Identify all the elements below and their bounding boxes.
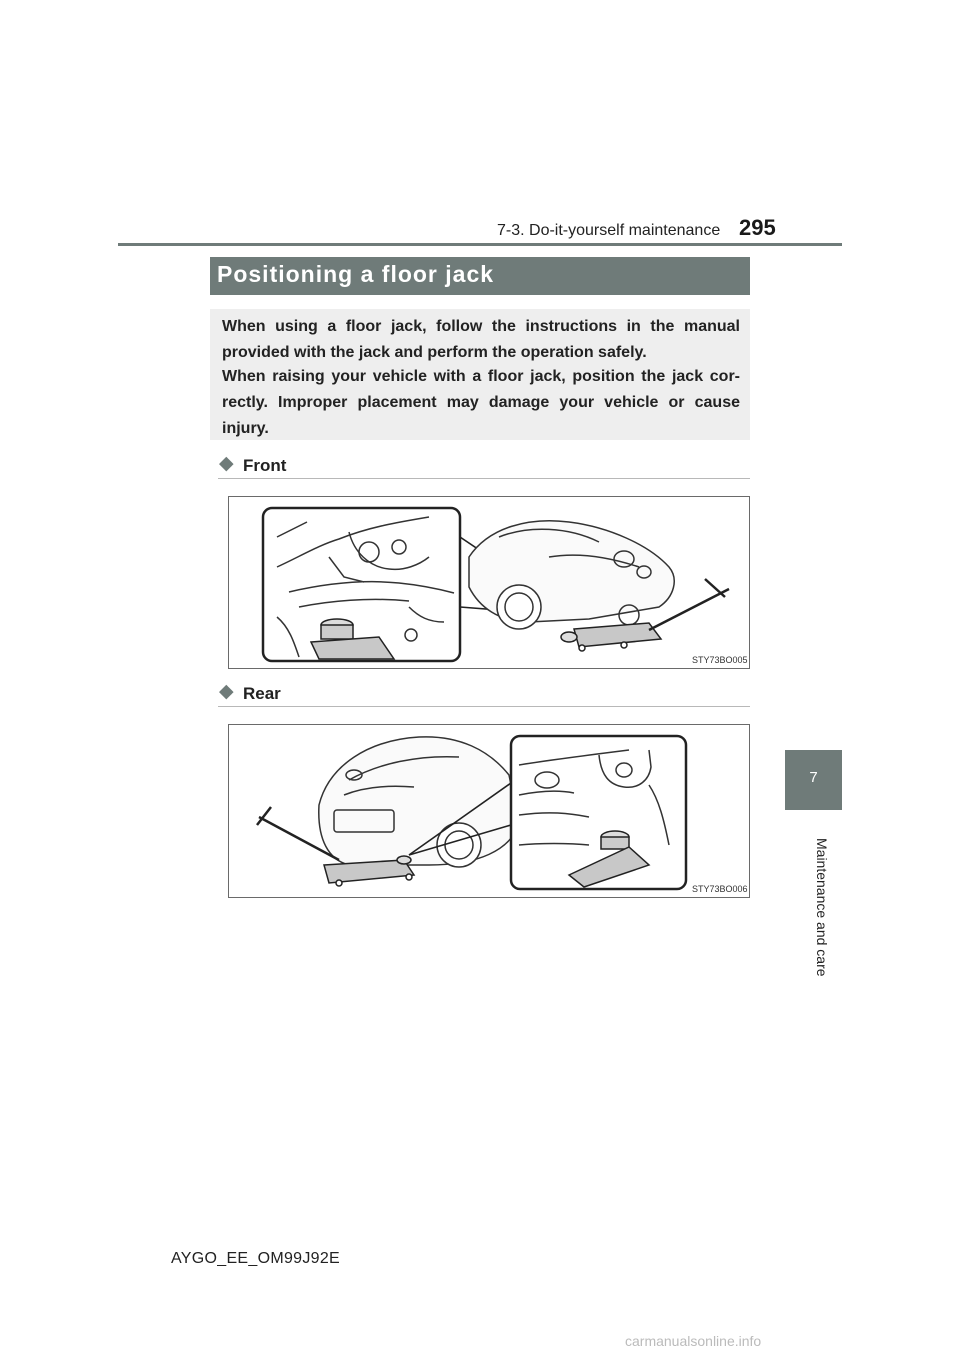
subheading-rule (218, 706, 750, 707)
title-bar (210, 257, 750, 295)
subheading-front: Front (243, 456, 287, 475)
watermark: carmanualsonline.info (625, 1333, 762, 1349)
chapter-title: Maintenance and care (814, 838, 830, 977)
page-title: Positioning a floor jack (217, 261, 495, 287)
diamond-bullet-icon: ◆ (219, 453, 234, 474)
front-jack-figure (228, 496, 750, 669)
page-number: 295 (739, 215, 776, 240)
intro-paragraph-2: When raising your vehicle with a floor jack, position the jack cor-rectly. Improper placement may damage your vehicle or cause injury. (222, 368, 740, 437)
front-jack-illustration (229, 497, 749, 668)
document-code: AYGO_EE_OM99J92E (171, 1250, 341, 1267)
intro-box (210, 309, 750, 440)
chapter-number: 7 (809, 769, 818, 786)
figure-code: STY73BO006 (692, 884, 748, 894)
section-label: 7-3. Do-it-yourself maintenance (497, 222, 721, 239)
header-divider (118, 243, 842, 246)
diamond-bullet-icon: ◆ (219, 681, 234, 702)
figure-code: STY73BO005 (692, 655, 748, 665)
intro-paragraph-1: When using a floor jack, follow the instructions in the manual provided with the jack and perform the operation safely. (222, 318, 740, 361)
subheading-rule (218, 478, 750, 479)
rear-jack-figure (228, 724, 750, 898)
chapter-tab[interactable] (785, 750, 842, 810)
rear-jack-illustration (229, 725, 749, 897)
subheading-rear: Rear (243, 684, 281, 703)
